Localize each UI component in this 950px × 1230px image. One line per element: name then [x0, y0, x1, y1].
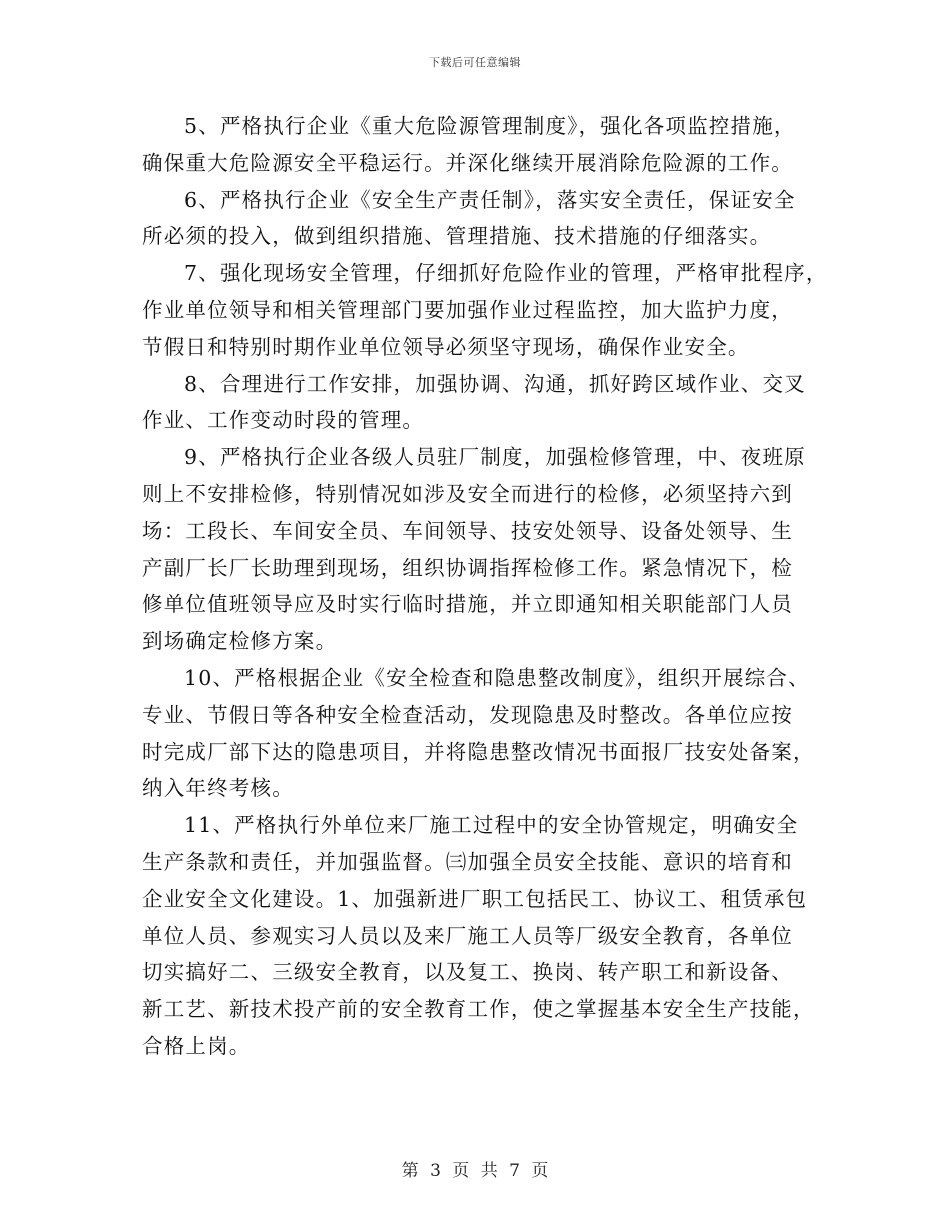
paragraph-line: 9、严格执行企业各级人员驻厂制度，加强检修管理，中、夜班原: [184, 445, 806, 470]
paragraph-line: 合格上岗。: [142, 1033, 251, 1058]
paragraph-line: 纳入年终考核。: [142, 776, 294, 801]
page-header: [0, 54, 950, 70]
paragraph-line: 到场确定检修方案。: [142, 629, 338, 654]
document-body: [142, 108, 832, 1065]
paragraph-line: 专业、节假日等各种安全检查活动，发现隐患及时整改。各单位应按: [142, 702, 793, 727]
paragraph-line: 确保重大危险源安全平稳运行。并深化继续开展消除危险源的工作。: [142, 150, 793, 175]
paragraph-item-6: [142, 182, 832, 256]
paragraph-line: 时完成厂部下达的隐患项目，并将隐患整改情况书面报厂技安处备案，: [142, 739, 815, 764]
paragraph-line: 单位人员、参观实习人员以及来厂施工人员等厂级安全教育，各单位: [142, 923, 793, 948]
paragraph-line: 5、严格执行企业《重大危险源管理制度》，强化各项监控措施，: [184, 114, 796, 138]
page-number: 第 3 页 共 7 页: [401, 1161, 549, 1181]
paragraph-line: 节假日和特别时期作业单位领导必须坚守现场，确保作业安全。: [142, 334, 750, 359]
paragraph-item-10: [142, 660, 832, 807]
paragraph-line: 10、严格根据企业《安全检查和隐患整改制度》，组织开展综合、: [184, 665, 810, 690]
paragraph-line: 场：工段长、车间安全员、车间领导、技安处领导、设备处领导、生: [142, 518, 793, 543]
paragraph-item-9: [142, 439, 832, 660]
paragraph-line: 作业、工作变动时段的管理。: [142, 408, 425, 433]
paragraph-item-5: [142, 108, 832, 182]
header-note: 下载后可任意编辑: [429, 56, 521, 69]
paragraph-item-8: [142, 366, 832, 440]
paragraph-item-7: [142, 255, 832, 365]
paragraph-line: 修单位值班领导应及时实行临时措施，并立即通知相关职能部门人员: [142, 592, 793, 617]
paragraph-line: 11、严格执行外单位来厂施工过程中的安全协管规定，明确安全: [184, 813, 799, 838]
paragraph-line: 6、严格执行企业《安全生产责任制》，落实安全责任，保证安全: [184, 187, 796, 212]
paragraph-line: 作业单位领导和相关管理部门要加强作业过程监控，加大监护力度，: [142, 297, 793, 322]
page-footer: [0, 1156, 950, 1181]
paragraph-line: 企业安全文化建设。1、加强新进厂职工包括民工、协议工、租赁承包: [142, 886, 808, 911]
paragraph-line: 7、强化现场安全管理，仔细抓好危险作业的管理，严格审批程序，: [184, 261, 828, 286]
paragraph-line: 则上不安排检修，特别情况如涉及安全而进行的检修，必须坚持六到: [142, 481, 793, 506]
paragraph-item-11: [142, 807, 832, 1065]
paragraph-line: 所必须的投入，做到组织措施、管理措施、技术措施的仔细落实。: [142, 224, 772, 249]
paragraph-line: 切实搞好二、三级安全教育，以及复工、换岗、转产职工和新设备、: [142, 960, 793, 985]
paragraph-line: 8、合理进行工作安排，加强协调、沟通，抓好跨区域作业、交叉: [184, 371, 806, 396]
paragraph-line: 产副厂长厂长助理到现场，组织协调指挥检修工作。紧急情况下，检: [142, 555, 793, 580]
paragraph-line: 新工艺、新技术投产前的安全教育工作，使之掌握基本安全生产技能，: [142, 997, 815, 1022]
paragraph-line: 生产条款和责任，并加强监督。㈢加强全员安全技能、意识的培育和: [142, 849, 793, 874]
